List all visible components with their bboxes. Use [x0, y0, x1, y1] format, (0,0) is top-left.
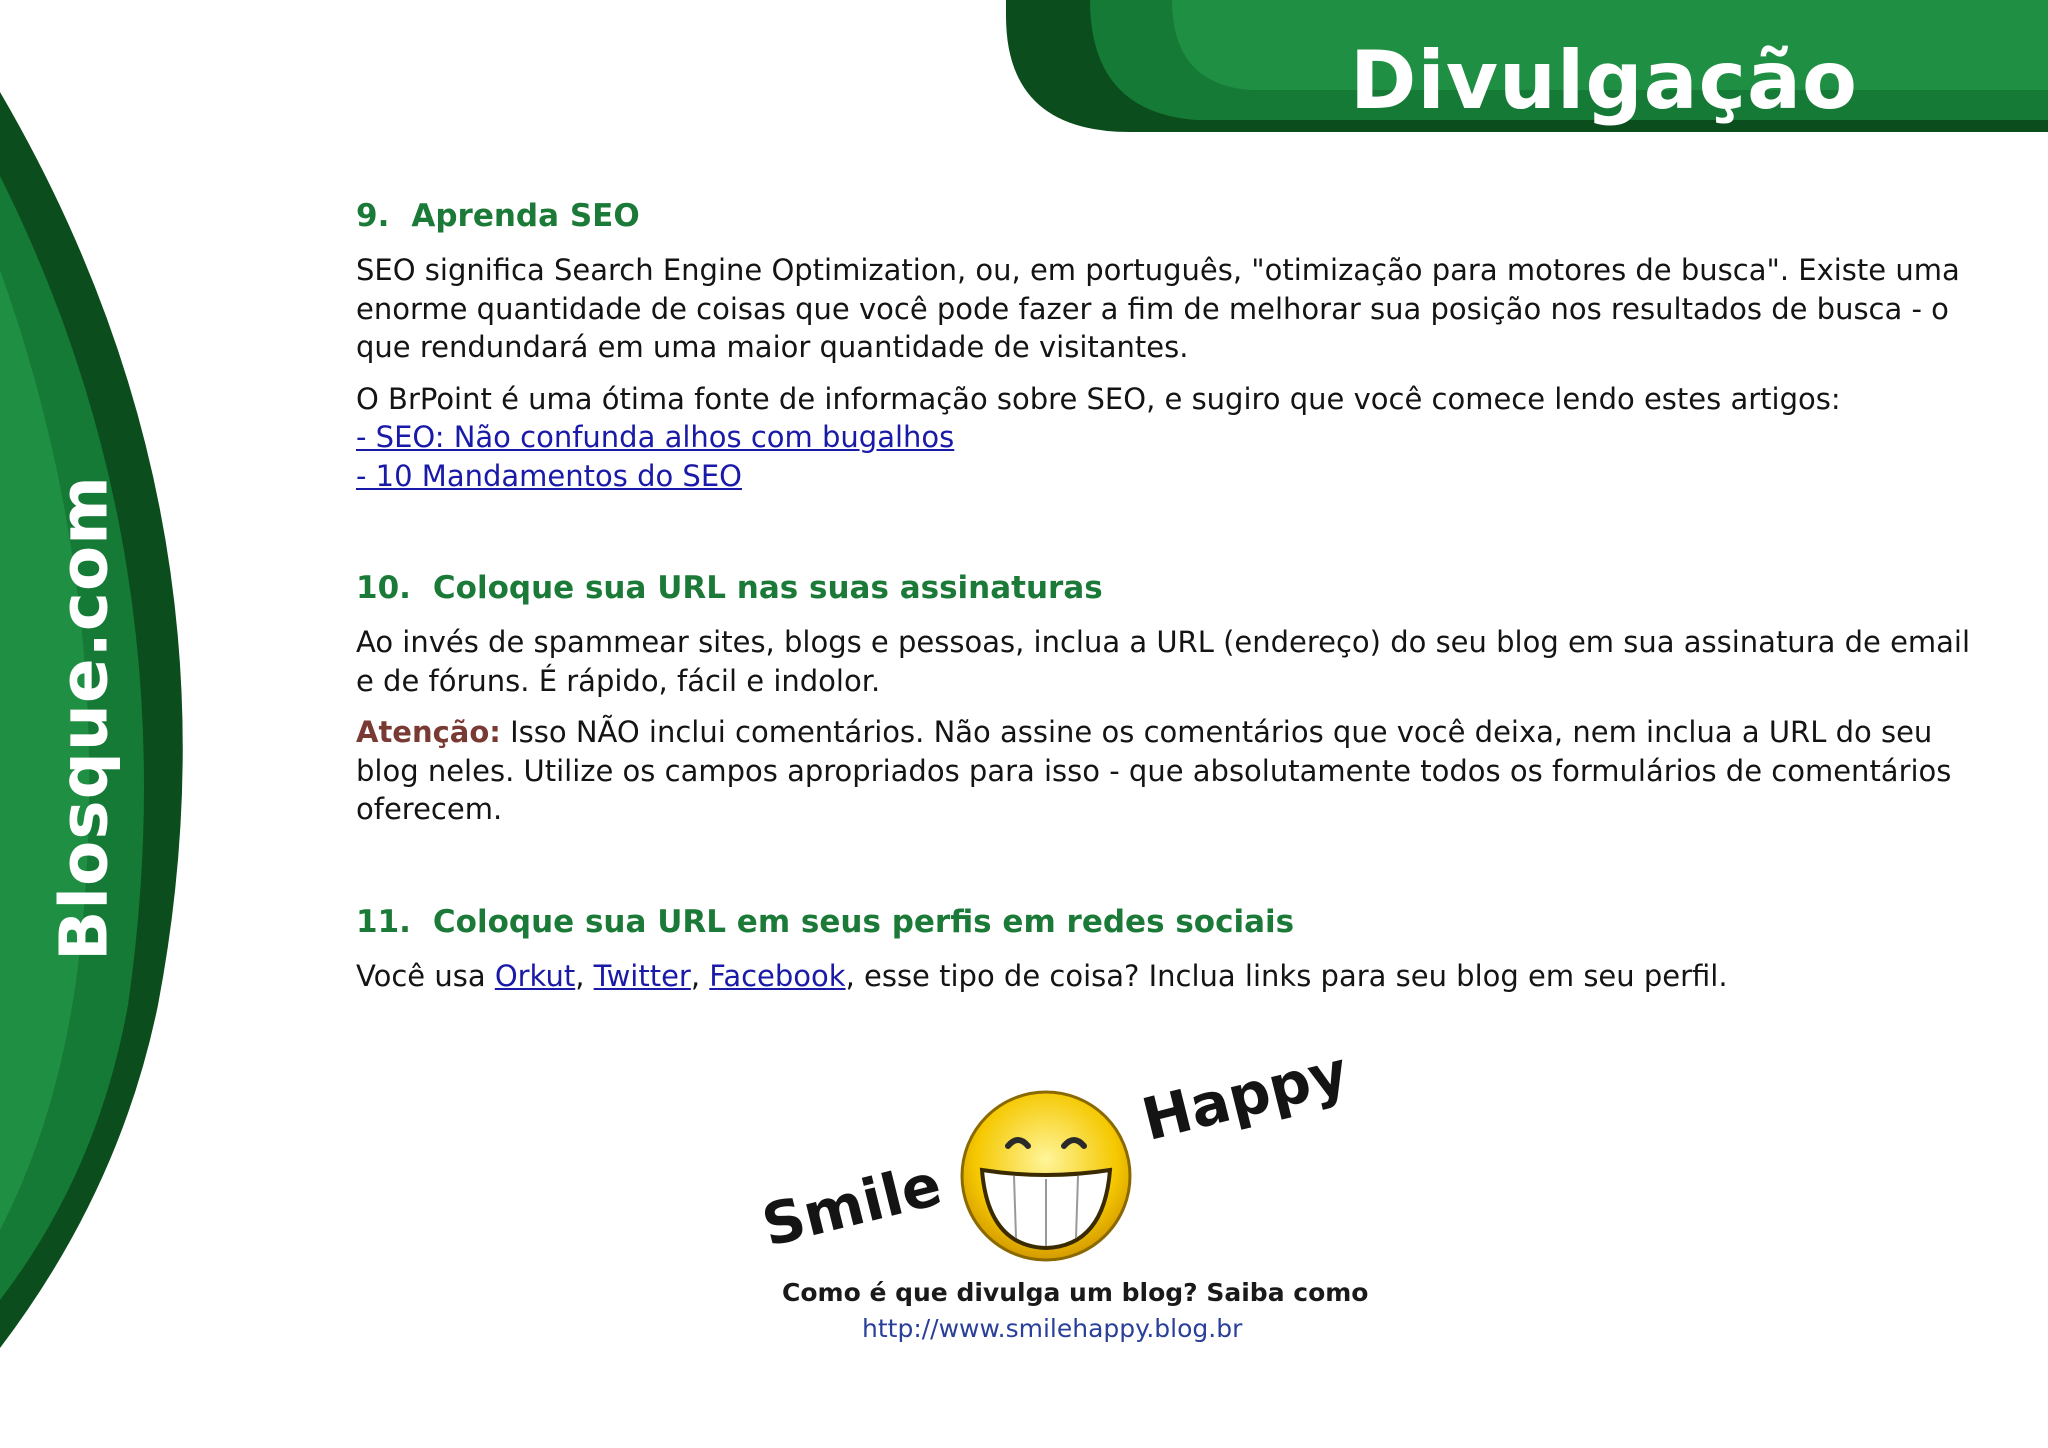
paragraph: [356, 957, 1986, 996]
section-title: Aprenda SEO: [411, 198, 640, 234]
section-title: Coloque sua URL em seus perfis em redes sociais: [432, 903, 1295, 940]
smiley-face-icon: [958, 1088, 1134, 1264]
section-9: [356, 195, 1986, 495]
paragraph: Ao invés de spammear sites, blogs e pessoas, inclua a URL (endereço) do seu blog em sua assinatura de email e de fóruns. É rápido, fácil e indolor.: [356, 625, 1971, 698]
section-heading: [356, 195, 1986, 237]
separator: ,: [575, 958, 594, 993]
link-twitter[interactable]: Twitter: [593, 958, 691, 993]
paragraph: [356, 380, 1986, 496]
paragraph: SEO significa Search Engine Optimization, ou, em português, "otimização para motores de busca". Existe uma enorme quantidade de coisas que você pode fazer a fim de melhorar sua posição nos resultados de busca - o que rendundará em uma maior quantidade de visitantes.: [356, 253, 1960, 364]
section-11: [356, 901, 1986, 996]
attention-label: Atenção:: [356, 715, 501, 749]
section-heading: [356, 567, 1986, 609]
paragraph-text: O BrPoint é uma ótima fonte de informação sobre SEO, e sugiro que você comece lendo estes artigos:: [356, 381, 1841, 416]
article-content: [356, 195, 1986, 1067]
logo-tagline: Como é que divulga um blog? Saiba como: [782, 1278, 1369, 1307]
section-number: 11.: [356, 903, 411, 940]
section-heading: [356, 901, 1986, 943]
section-number: 10.: [356, 570, 411, 606]
attention-text: Isso NÃO inclui comentários. Não assine os comentários que você deixa, nem inclua a URL do seu blog neles. Utilize os campos apropriados para isso - que absolutamente todos os formulários de comentários oferecem.: [356, 715, 1952, 826]
logo-word-happy: Happy: [1135, 1037, 1355, 1154]
link-orkut[interactable]: Orkut: [494, 958, 576, 993]
paragraph-text: Você usa: [356, 958, 495, 993]
smile-happy-logo: [755, 1037, 1369, 1360]
logo-word-smile: Smile: [755, 1150, 948, 1260]
side-brand-text: Blosque.com: [45, 475, 123, 961]
logo-url: http://www.smilehappy.blog.br: [862, 1314, 1243, 1343]
section-title: Coloque sua URL nas suas assinaturas: [432, 570, 1103, 606]
attention-paragraph: [356, 713, 1986, 829]
link-10-mandamentos-seo[interactable]: - 10 Mandamentos do SEO: [356, 458, 742, 493]
link-seo-alhos-bugalhos[interactable]: - SEO: Não confunda alhos com bugalhos: [356, 420, 955, 454]
paragraph-text: , esse tipo de coisa? Inclua links para seu blog em seu perfil.: [845, 958, 1728, 993]
page-title: Divulgação: [1350, 34, 1858, 127]
section-number: 9.: [356, 198, 390, 234]
link-facebook[interactable]: Facebook: [709, 958, 846, 993]
section-10: [356, 567, 1986, 829]
separator: ,: [690, 958, 710, 993]
